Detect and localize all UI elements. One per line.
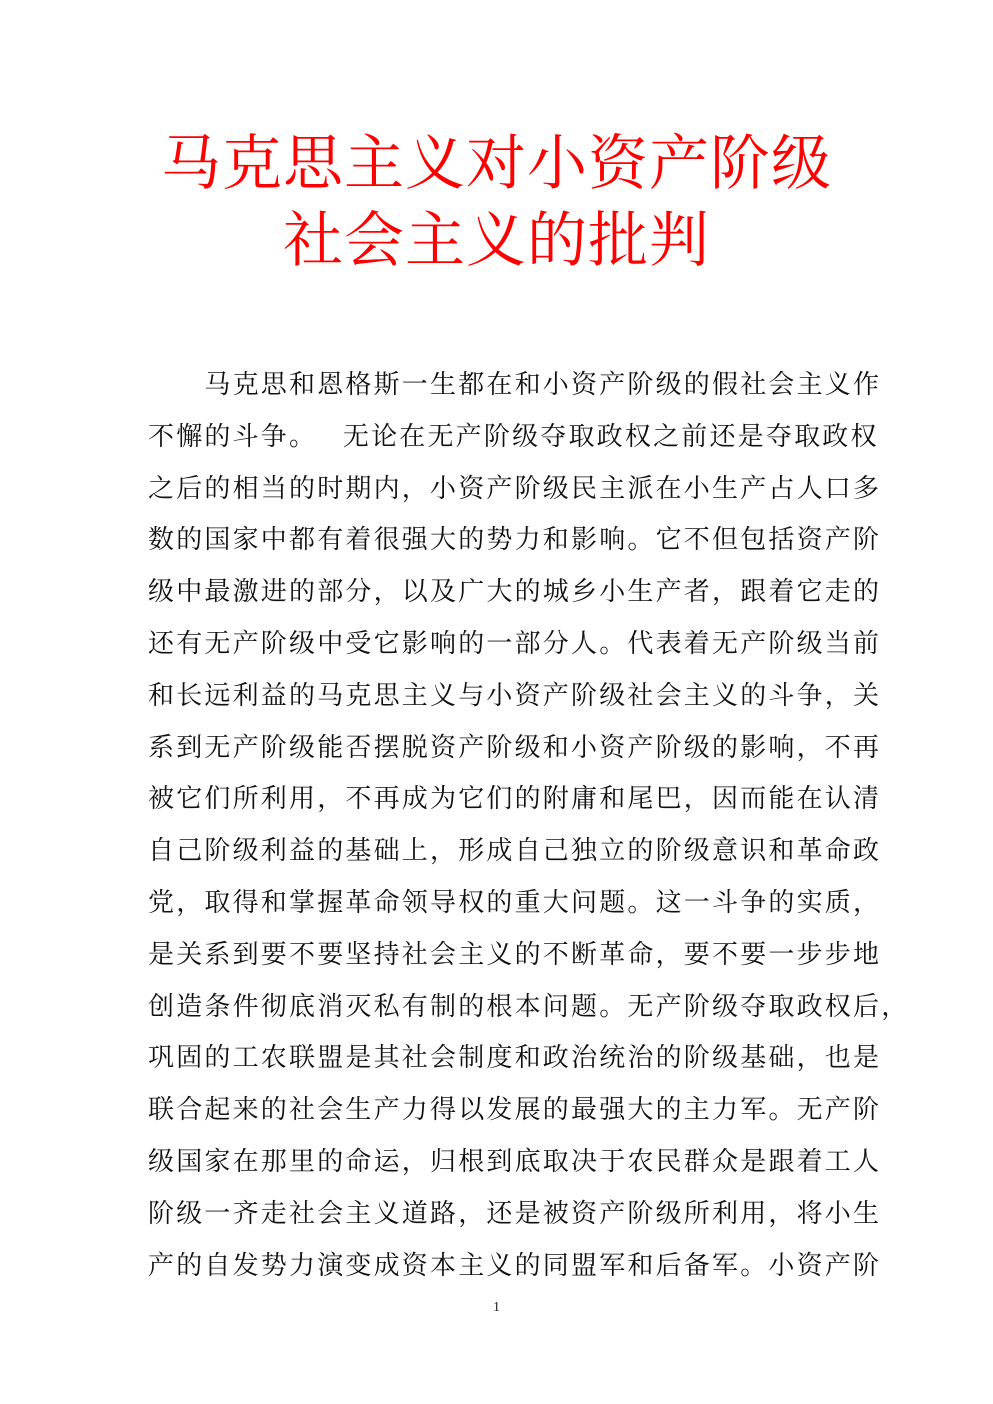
body-line: 自己阶级利益的基础上，形成自己独立的阶级意识和革命政: [148, 836, 882, 867]
body-line: 不懈的斗争。 无论在无产阶级夺取政权之前还是夺取政权: [148, 421, 879, 452]
body-line: 系到无产阶级能否摆脱资产阶级和小资产阶级的影响，不再: [148, 732, 882, 763]
title-line-1: 马克思主义对小资产阶级: [161, 129, 832, 199]
body-line: 巩固的工农联盟是其社会制度和政治统治的阶级基础，也是: [148, 1043, 882, 1074]
body-line: 联合起来的社会生产力得以发展的最强大的主力军。无产阶: [148, 1095, 882, 1126]
body-line: 被它们所利用，不再成为它们的附庸和尾巴，因而能在认清: [148, 784, 882, 815]
body-line: 之后的相当的时期内，小资产阶级民主派在小生产占人口多: [148, 473, 882, 504]
body-line: 级中最激进的部分，以及广大的城乡小生产者，跟着它走的: [148, 577, 882, 608]
body-line: 数的国家中都有着很强大的势力和影响。它不但包括资产阶: [148, 525, 882, 556]
body-line: 是关系到要不要坚持社会主义的不断革命，要不要一步步地: [148, 939, 882, 970]
body-line: 阶级一齐走社会主义道路，还是被资产阶级所利用，将小生: [148, 1198, 882, 1229]
body-line: 和长远利益的马克思主义与小资产阶级社会主义的斗争，关: [148, 680, 882, 711]
body-line: 党，取得和掌握革命领导权的重大问题。这一斗争的实质，: [148, 887, 882, 918]
title-line-2: 社会主义的批判: [283, 206, 710, 276]
body-line: 马克思和恩格斯一生都在和小资产阶级的假社会主义作: [148, 370, 882, 400]
body-line: 级国家在那里的命运，归根到底取决于农民群众是跟着工人: [148, 1146, 882, 1177]
page-number: 1: [493, 1300, 500, 1315]
body-line: 创造条件彻底消灭私有制的根本问题。无产阶级夺取政权后，: [148, 991, 910, 1022]
body-line: 还有无产阶级中受它影响的一部分人。代表着无产阶级当前: [148, 628, 882, 659]
body-paragraph: [148, 360, 910, 1292]
body-line: 产的自发势力演变成资本主义的同盟军和后备军。小资产阶: [148, 1250, 882, 1281]
